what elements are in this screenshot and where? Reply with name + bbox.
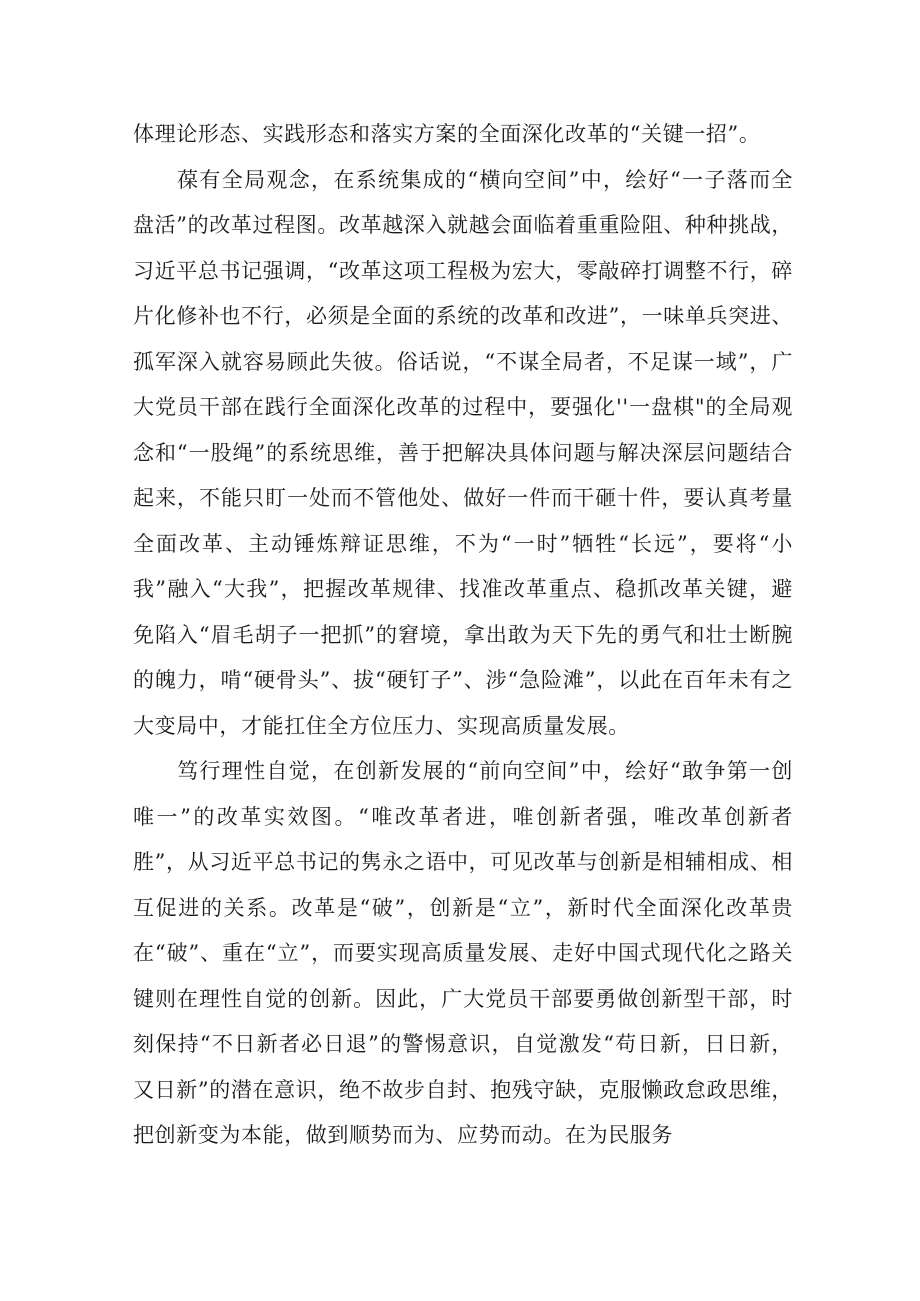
paragraph-2: 葆有全局观念，在系统集成的“横向空间”中，绘好“一子落而全盘活”的改革过程图。改革越深入就越会面临着重重险阻、种种挑战，习近平总书记强调，“改革这项工程极为宏大，零敲碎打调整不行，碎片化修补也不行，必须是全面的系统的改革和改进”，一味单兵突进、孤军深入就容易顾此失彼。俗话说，“不谋全局者，不足谋一域”，广大党员干部在践行全面深化改革的过程中，要强化''一盘棋"的全局观念和“一股绳”的系统思维，善于把解决具体问题与解决深层问题结合起来，不能只盯一处而不管他处、做好一件而干砸十件，要认真考量全面改革、主动锤炼辩证思维，不为“一时”牺牲“长远”，要将“小我”融入“大我”，把握改革规律、找准改革重点、稳抓改革关键，避免陷入“眉毛胡子一把抓”的窘境，拿出敢为天下先的勇气和壮士断腕的魄力，啃“硬骨头”、拔“硬钉子”、涉“急险滩”，以此在百年未有之大变局中，才能扛住全方位压力、实现高质量发展。	[133, 167, 793, 738]
paragraph-3: 笃行理性自觉，在创新发展的“前向空间”中，绘好“敢争第一创唯一”的改革实效图。“唯改革者进，唯创新者强，唯改革创新者胜”，从习近平总书记的隽永之语中，可见改革与创新是相辅相成、相互促进的关系。改革是“破”，创新是“立”，新时代全面深化改革贵在“破”、重在“立”，而要实现高质量发展、走好中国式现代化之路关键则在理性自觉的创新。因此，广大党员干部要勇做创新型干部，时刻保持“不日新者必日退”的警惕意识，自觉激发“苟日新，日日新，又日新”的潜在意识，绝不故步自封、抱残守缺，克服懒政怠政思维，把创新变为本能，做到顺势而为、应势而动。在为民服务	[133, 759, 793, 1147]
paragraph-1: 体理论形态、实践形态和落实方案的全面深化改革的“关键一招”。	[133, 122, 761, 146]
document-body	[133, 112, 793, 1159]
